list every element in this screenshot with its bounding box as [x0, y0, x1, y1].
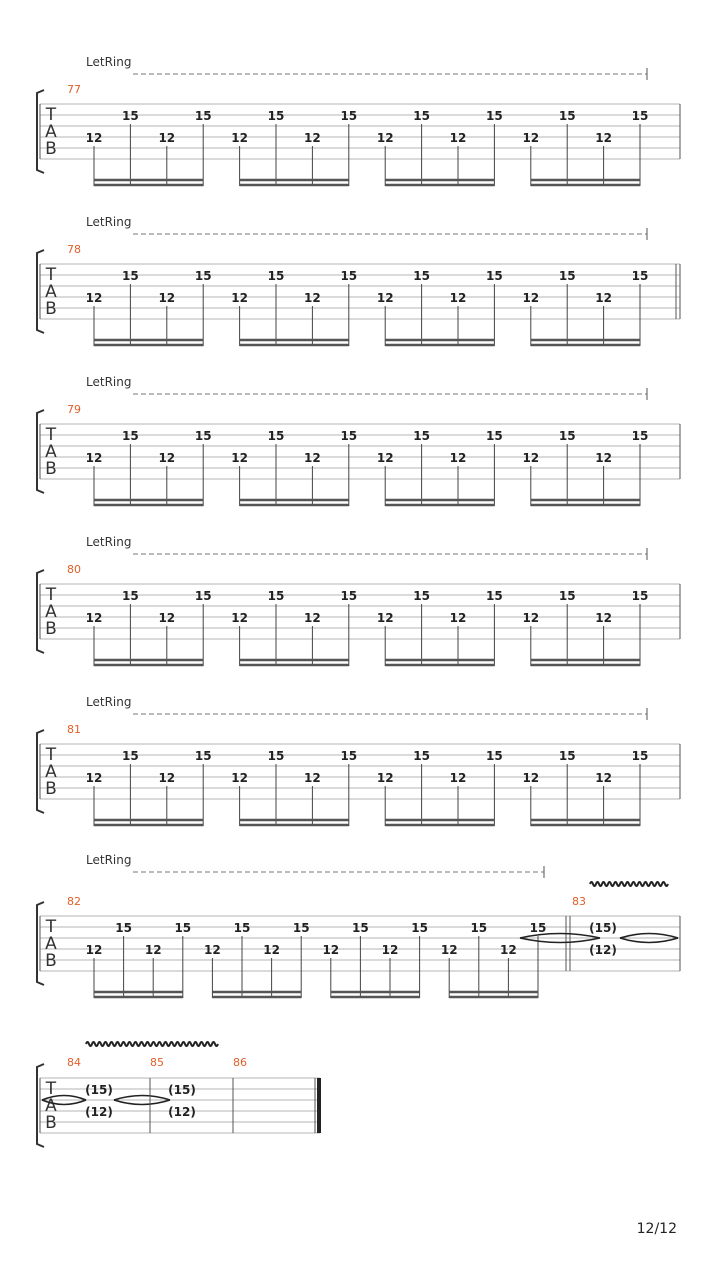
tab-system: [37, 695, 680, 826]
tie-arc: [520, 938, 600, 943]
tab-system: [37, 375, 680, 506]
fret-number: 12: [376, 131, 394, 145]
fret-number: 12: [85, 291, 103, 305]
fret-number: 15: [486, 269, 503, 283]
fret-number: 12: [595, 771, 612, 785]
fret-number: 12: [595, 451, 612, 465]
let-ring-label: LetRing: [86, 55, 132, 69]
let-ring-label: LetRing: [86, 695, 132, 709]
tie-arc: [114, 1100, 170, 1105]
fret-number: 15: [194, 589, 212, 603]
fret-number: 15: [122, 269, 139, 283]
let-ring-label: LetRing: [86, 375, 132, 389]
fret-number: 15: [486, 749, 503, 763]
fret-number: 15: [122, 429, 139, 443]
fret-number: 12: [522, 291, 540, 305]
fret-number: 15: [631, 109, 649, 123]
fret-number: 12: [85, 771, 103, 785]
fret-number: 12: [158, 291, 176, 305]
tab-clef-letter: A: [45, 934, 57, 954]
fret-number: 15: [340, 749, 358, 763]
tie-arc: [620, 934, 678, 939]
fret-number: 15: [340, 269, 358, 283]
tab-clef-letter: A: [45, 442, 57, 462]
tab-clef-letter: B: [45, 1113, 57, 1133]
fret-number: 15: [340, 109, 358, 123]
tab-clef-letter: B: [45, 951, 57, 971]
fret-number: 12: [85, 611, 103, 625]
measure-number: 84: [67, 1056, 81, 1069]
fret-number: 12: [449, 131, 467, 145]
fret-number: 15: [267, 749, 285, 763]
fret-number: 15: [529, 921, 547, 935]
fret-number: 15: [413, 749, 430, 763]
fret-number: 15: [413, 109, 430, 123]
tie-arc: [620, 938, 678, 943]
fret-number: 12: [440, 943, 458, 957]
fret-number: 15: [631, 269, 649, 283]
fret-number: 15: [194, 429, 212, 443]
fret-number: 12: [381, 943, 399, 957]
measure-number: 79: [67, 403, 81, 416]
fret-number: 12: [522, 771, 540, 785]
tied-fret-number: (12): [85, 1105, 113, 1119]
fret-number: 15: [194, 749, 212, 763]
fret-number: 15: [267, 429, 285, 443]
fret-number: 12: [158, 131, 176, 145]
fret-number: 15: [470, 921, 488, 935]
fret-number: 12: [85, 943, 103, 957]
measure-number: 81: [67, 723, 81, 736]
fret-number: 12: [144, 943, 162, 957]
fret-number: 12: [522, 611, 540, 625]
measure-number: 86: [233, 1056, 247, 1069]
fret-number: 15: [115, 921, 132, 935]
fret-number: 12: [231, 611, 248, 625]
fret-number: 15: [558, 749, 576, 763]
tab-system: [37, 215, 680, 346]
fret-number: 15: [122, 589, 139, 603]
fret-number: 12: [304, 291, 321, 305]
fret-number: 15: [411, 921, 428, 935]
fret-number: 12: [500, 943, 517, 957]
fret-number: 15: [267, 589, 285, 603]
tab-clef-letter: T: [45, 105, 57, 125]
fret-number: 12: [376, 771, 394, 785]
fret-number: 15: [631, 429, 649, 443]
fret-number: 12: [231, 291, 248, 305]
fret-number: 15: [292, 921, 310, 935]
fret-number: 15: [486, 109, 503, 123]
fret-number: 12: [85, 451, 103, 465]
fret-number: 15: [267, 269, 285, 283]
fret-number: 12: [263, 943, 280, 957]
tied-fret-number: (12): [168, 1105, 196, 1119]
tied-fret-number: (15): [168, 1083, 196, 1097]
fret-number: 15: [267, 109, 285, 123]
fret-number: 12: [158, 611, 176, 625]
tab-clef-letter: A: [45, 282, 57, 302]
fret-number: 12: [231, 131, 248, 145]
tab-clef-letter: B: [45, 619, 57, 639]
fret-number: 15: [558, 589, 576, 603]
tab-clef-letter: T: [45, 585, 57, 605]
fret-number: 12: [376, 451, 394, 465]
fret-number: 15: [174, 921, 192, 935]
vibrato-mark: [86, 1042, 218, 1046]
tab-clef-letter: T: [45, 265, 57, 285]
fret-number: 12: [304, 451, 321, 465]
fret-number: 12: [231, 451, 248, 465]
fret-number: 15: [122, 749, 139, 763]
fret-number: 15: [233, 921, 251, 935]
tab-clef-letter: A: [45, 762, 57, 782]
tab-clef-letter: A: [45, 602, 57, 622]
fret-number: 15: [340, 429, 358, 443]
fret-number: 12: [449, 291, 467, 305]
tab-clef-letter: T: [45, 425, 57, 445]
fret-number: 12: [231, 771, 248, 785]
measure-number: 80: [67, 563, 81, 576]
final-barline: [317, 1078, 321, 1133]
fret-number: 12: [304, 771, 321, 785]
fret-number: 15: [340, 589, 358, 603]
fret-number: 12: [449, 611, 467, 625]
fret-number: 12: [522, 451, 540, 465]
fret-number: 15: [413, 589, 430, 603]
tied-fret-number: (15): [85, 1083, 113, 1097]
fret-number: 15: [352, 921, 369, 935]
tab-clef-letter: A: [45, 122, 57, 142]
fret-number: 12: [304, 611, 321, 625]
let-ring-label: LetRing: [86, 853, 132, 867]
tie-arc: [114, 1096, 170, 1101]
fret-number: 15: [558, 269, 576, 283]
fret-number: 15: [558, 109, 576, 123]
fret-number: 15: [194, 269, 212, 283]
fret-number: 15: [413, 269, 430, 283]
fret-number: 12: [322, 943, 340, 957]
fret-number: 15: [486, 429, 503, 443]
measure-number: 77: [67, 83, 81, 96]
fret-number: 15: [122, 109, 139, 123]
fret-number: 15: [194, 109, 212, 123]
fret-number: 15: [486, 589, 503, 603]
fret-number: 12: [304, 131, 321, 145]
fret-number: 15: [558, 429, 576, 443]
fret-number: 12: [204, 943, 221, 957]
fret-number: 15: [413, 429, 430, 443]
tab-system: [37, 55, 680, 186]
fret-number: 12: [449, 771, 467, 785]
fret-number: 12: [85, 131, 103, 145]
tab-clef-letter: A: [45, 1096, 57, 1116]
let-ring-label: LetRing: [86, 535, 132, 549]
tab-clef-letter: B: [45, 139, 57, 159]
tab-clef-letter: B: [45, 459, 57, 479]
fret-number: 12: [522, 131, 540, 145]
fret-number: 15: [631, 589, 649, 603]
fret-number: 12: [158, 771, 176, 785]
fret-number: 15: [631, 749, 649, 763]
tab-clef-letter: T: [45, 917, 57, 937]
tab-clef-letter: T: [45, 1079, 57, 1099]
page-number: 12/12: [636, 1221, 677, 1237]
fret-number: 12: [595, 611, 612, 625]
tab-clef-letter: B: [45, 779, 57, 799]
measure-number: 83: [572, 895, 586, 908]
tied-fret-number: (12): [589, 943, 617, 957]
tab-clef-letter: B: [45, 299, 57, 319]
measure-number: 82: [67, 895, 81, 908]
measure-number: 85: [150, 1056, 164, 1069]
fret-number: 12: [376, 611, 394, 625]
tab-system: [37, 535, 680, 666]
let-ring-label: LetRing: [86, 215, 132, 229]
tab-system: [37, 1042, 321, 1147]
tied-fret-number: (15): [589, 921, 617, 935]
fret-number: 12: [449, 451, 467, 465]
measure-number: 78: [67, 243, 81, 256]
fret-number: 12: [158, 451, 176, 465]
vibrato-mark: [590, 882, 668, 886]
tab-clef-letter: T: [45, 745, 57, 765]
fret-number: 12: [595, 131, 612, 145]
tab-system: [37, 853, 680, 998]
fret-number: 12: [595, 291, 612, 305]
fret-number: 12: [376, 291, 394, 305]
